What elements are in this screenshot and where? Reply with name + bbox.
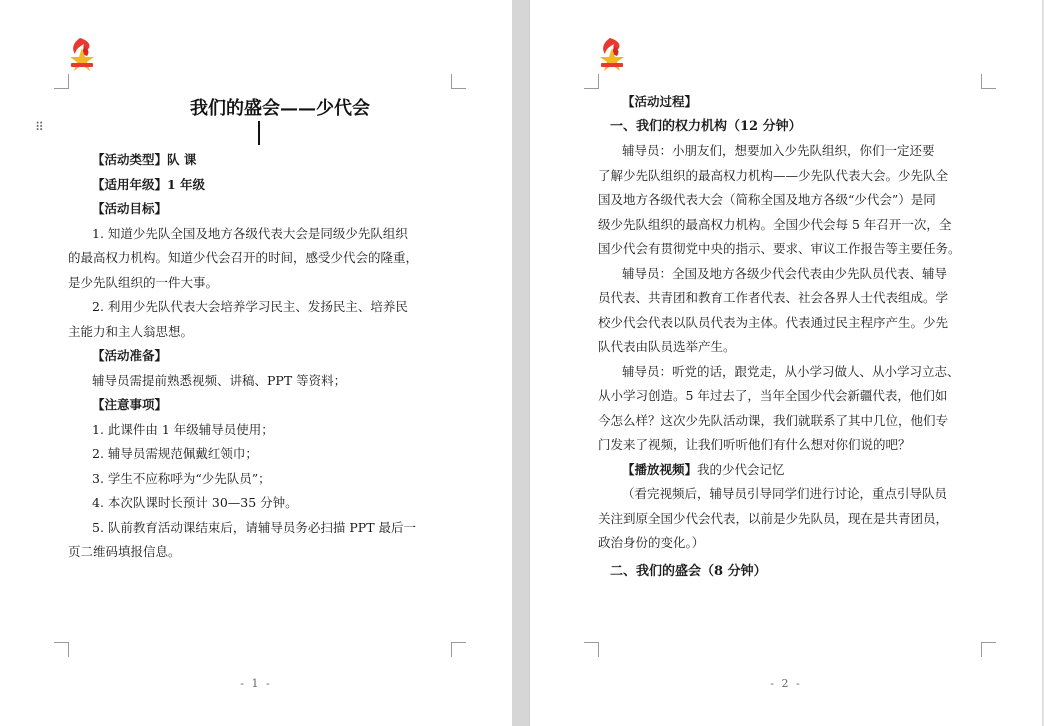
page-1-body[interactable]: [68, 148, 458, 565]
page-1: [0, 0, 512, 726]
paragraph-line: 员代表、共青团和教育工作者代表、社会各界人士代表组成。学: [598, 290, 949, 305]
video-line: [598, 458, 988, 483]
margin-corner-top-right: [981, 74, 996, 89]
paragraph-line: 关注到原全国少代会代表，以前是少先队员，现在是共青团员，: [598, 510, 949, 526]
text-cursor: [258, 121, 260, 145]
section-heading: 二、我们的盛会（8 分钟）: [610, 563, 767, 579]
note-item: 1. 此课件由 1 年级辅导员使用；: [92, 421, 274, 437]
page-2-body[interactable]: [598, 90, 988, 584]
note-item: 5. 队前教育活动课结束后，请辅导员务必扫描 PPT 最后一: [92, 519, 417, 535]
young-pioneer-emblem-icon: [62, 34, 102, 74]
margin-corner-top-right: [451, 74, 466, 89]
section-heading: 一、我们的权力机构（12 分钟）: [610, 118, 802, 134]
margin-corner-top-left: [54, 74, 69, 89]
prep-text: 辅导员需提前熟悉视频、讲稿、PPT 等资料；: [92, 372, 347, 388]
paragraph-line: 队代表由队员选举产生。: [598, 339, 736, 354]
paragraph-line: 辅导员：小朋友们，想要加入少先队组织，你们一定还要: [622, 143, 935, 158]
paragraph-line: 辅导员：听党的话，跟党走，从小学习做人、从小学习立志、: [622, 363, 960, 379]
prep-heading: 【活动准备】: [92, 348, 168, 363]
video-label: 【播放视频】: [622, 461, 698, 477]
drag-handle-icon[interactable]: ⠿: [35, 120, 45, 134]
grade: 【适用年级】1 年级: [92, 176, 206, 192]
note-item: 2. 辅导员需规范佩戴红领巾；: [92, 446, 258, 461]
margin-corner-bottom-right: [981, 642, 996, 657]
paragraph-line: 门发来了视频，让我们听听他们有什么想对你们说的吧？: [598, 437, 911, 452]
page-number: - 2 -: [770, 677, 802, 690]
paragraph-line: （看完视频后，辅导员引导同学们进行讨论，重点引导队员: [622, 486, 948, 501]
page-2: [530, 0, 1042, 726]
goal-line: 是少先队组织的一件大事。: [68, 274, 219, 290]
goals-heading: 【活动目标】: [92, 201, 168, 216]
notes-heading: 【注意事项】: [92, 397, 168, 412]
young-pioneer-emblem-icon: [592, 34, 632, 74]
margin-corner-bottom-left: [584, 642, 599, 657]
activity-type: 【活动类型】队 课: [92, 152, 197, 167]
paragraph-line: 政治身份的变化。）: [598, 535, 705, 550]
process-heading: 【活动过程】: [622, 94, 698, 109]
paragraph-line: 国及地方各级代表大会（简称全国及地方各级“少代会”）是同: [598, 192, 936, 207]
video-title: 我的少代会记忆: [697, 461, 785, 477]
paragraph-line: 辅导员：全国及地方各级少代会代表由少先队员代表、辅导: [622, 265, 948, 281]
note-item: 3. 学生不应称呼为“少先队员”；: [92, 470, 271, 486]
note-item: 4. 本次队课时长预计 30—35 分钟。: [92, 495, 298, 510]
paragraph-line: 从小学习创造。5 年过去了，当年全国少代会新疆代表，他们如: [598, 388, 948, 403]
paragraph-line: 国少代会有贯彻党中央的指示、要求、审议工作报告等主要任务。: [598, 241, 961, 256]
goal-line: 的最高权力机构。知道少代会召开的时间，感受少代会的隆重，: [68, 250, 419, 265]
goal-line: 主能力和主人翁思想。: [68, 323, 194, 339]
paragraph-line: 今怎么样？这次少先队活动课，我们就联系了其中几位，他们专: [598, 412, 949, 428]
goal-line: 2. 利用少先队代表大会培养学习民主、发扬民主、培养民: [92, 299, 408, 314]
page-gap: [512, 0, 530, 726]
margin-corner-bottom-left: [54, 642, 69, 657]
margin-corner-bottom-right: [451, 642, 466, 657]
goal-line: 1. 知道少先队全国及地方各级代表大会是同级少先队组织: [92, 225, 408, 241]
margin-corner-top-left: [584, 74, 599, 89]
paragraph-line: 校少代会代表以队员代表为主体。代表通过民主程序产生。少先: [598, 314, 949, 330]
document-title: 我们的盛会——少代会: [190, 98, 370, 119]
paragraph-line: 了解少先队组织的最高权力机构——少先队代表大会。少先队全: [598, 167, 949, 183]
page-number: - 1 -: [240, 677, 272, 690]
paragraph-line: 级少先队组织的最高权力机构。全国少代会每 5 年召开一次，全: [598, 216, 952, 232]
note-item: 页二维码填报信息。: [68, 544, 181, 559]
